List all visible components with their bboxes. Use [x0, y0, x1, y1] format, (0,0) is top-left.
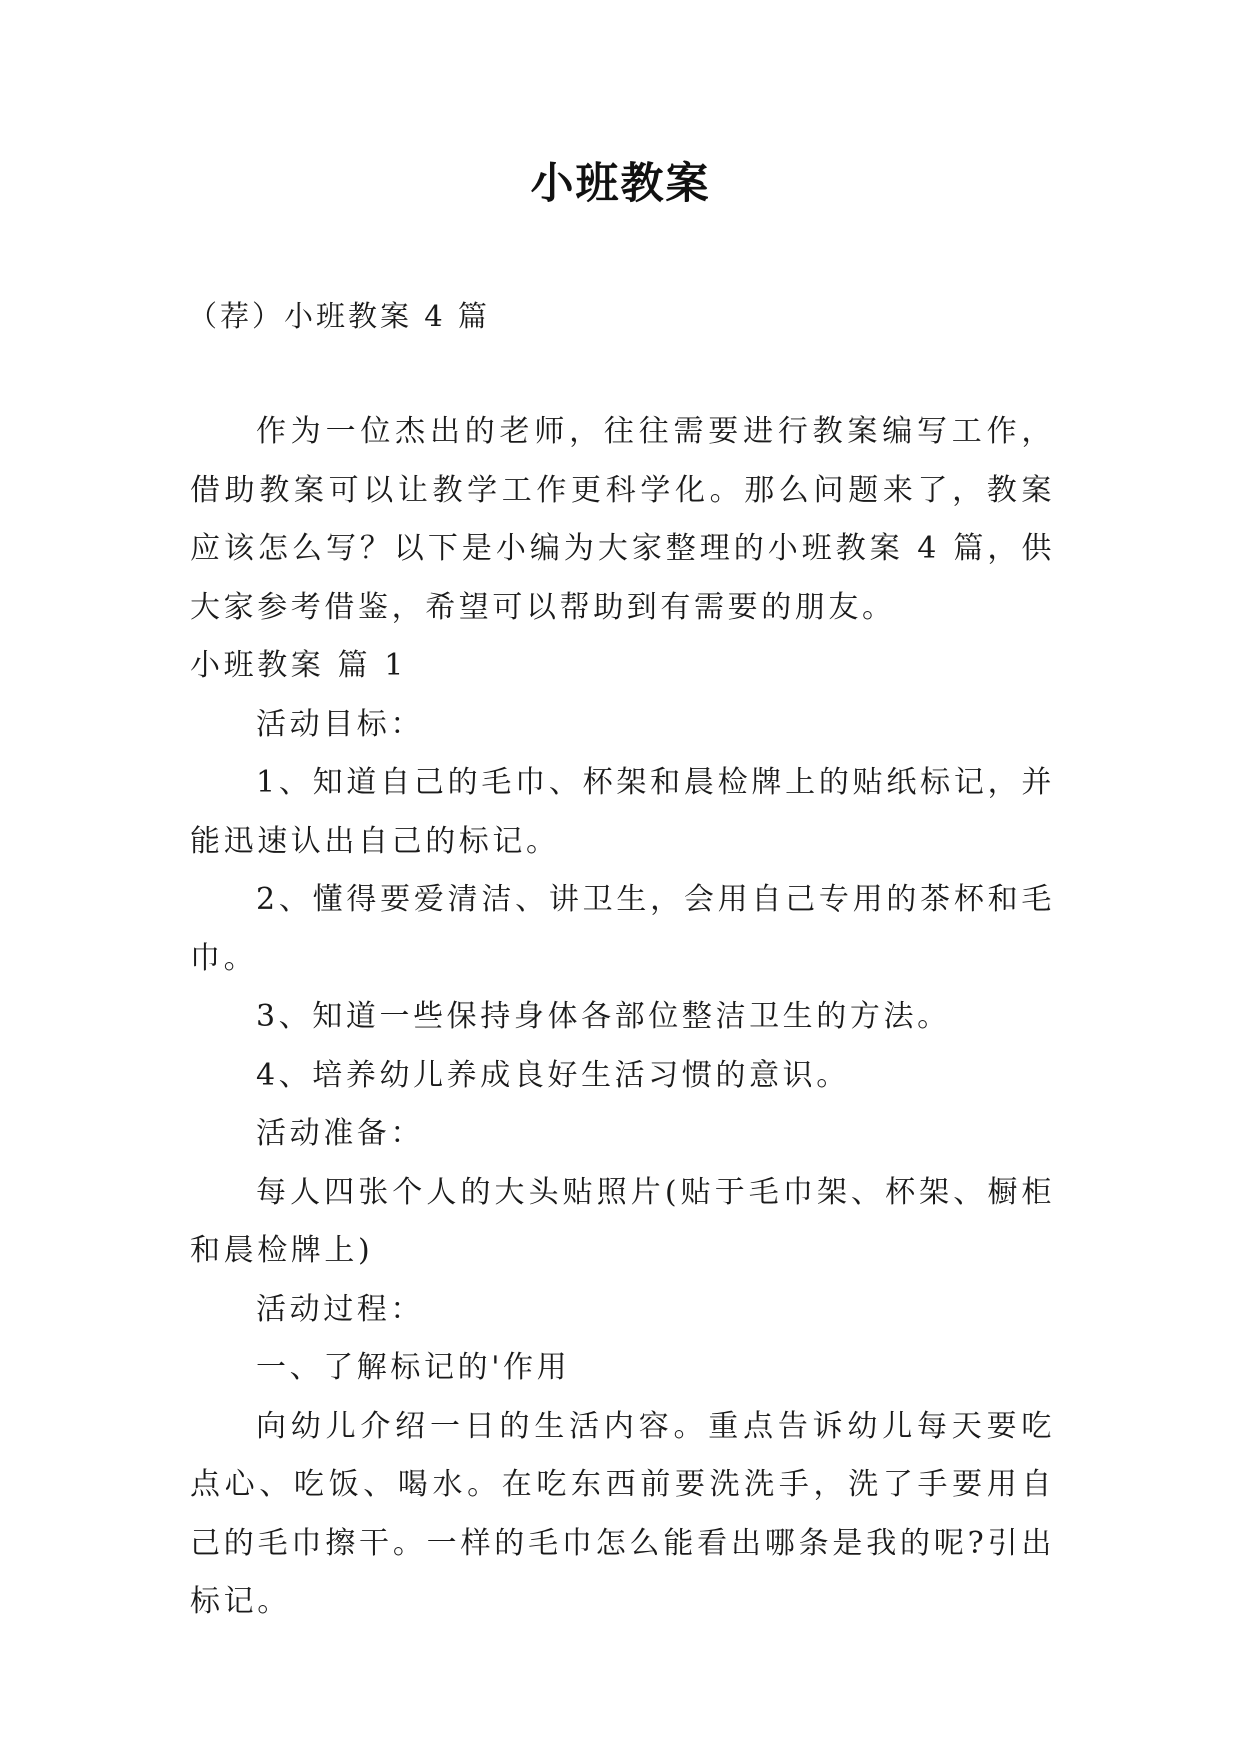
- paragraph: 活动目标：: [256, 706, 424, 742]
- paragraph: 每人四张个人的大头贴照片(贴于毛巾架、杯架、橱柜和晨检牌上): [190, 1174, 1055, 1268]
- paragraph: 4、培养幼儿养成良好生活习惯的意识。: [256, 1057, 850, 1093]
- document-body: [190, 403, 1055, 1632]
- paragraph: 1、知道自己的毛巾、杯架和晨检牌上的贴纸标记，并能迅速认出自己的标记。: [190, 765, 1055, 859]
- paragraph: 向幼儿介绍一日的生活内容。重点告诉幼儿每天要吃点心、吃饭、喝水。在吃东西前要洗洗手，洗了手要用自己的毛巾擦干。一样的毛巾怎么能看出哪条是我的呢?引出标记。: [190, 1408, 1055, 1619]
- paragraph: 活动准备：: [256, 1116, 424, 1151]
- paragraph: 作为一位杰出的老师，往往需要进行教案编写工作，借助教案可以让教学工作更科学化。那么问题来了，教案应该怎么写？以下是小编为大家整理的小班教案 4 篇，供大家参考借鉴，希望可以帮助到有需要的朋友。: [190, 414, 1055, 625]
- document-subtitle: （荐）小班教案 4 篇: [188, 299, 490, 333]
- section-heading: 小班教案 篇 1: [190, 648, 407, 683]
- paragraph: 3、知道一些保持身体各部位整洁卫生的方法。: [256, 999, 951, 1034]
- paragraph: 活动过程：: [256, 1291, 424, 1327]
- document-title: 小班教案: [530, 159, 711, 209]
- paragraph: 一、了解标记的'作用: [256, 1350, 571, 1385]
- paragraph: 2、懂得要爱清洁、讲卫生，会用自己专用的茶杯和毛巾。: [190, 882, 1055, 976]
